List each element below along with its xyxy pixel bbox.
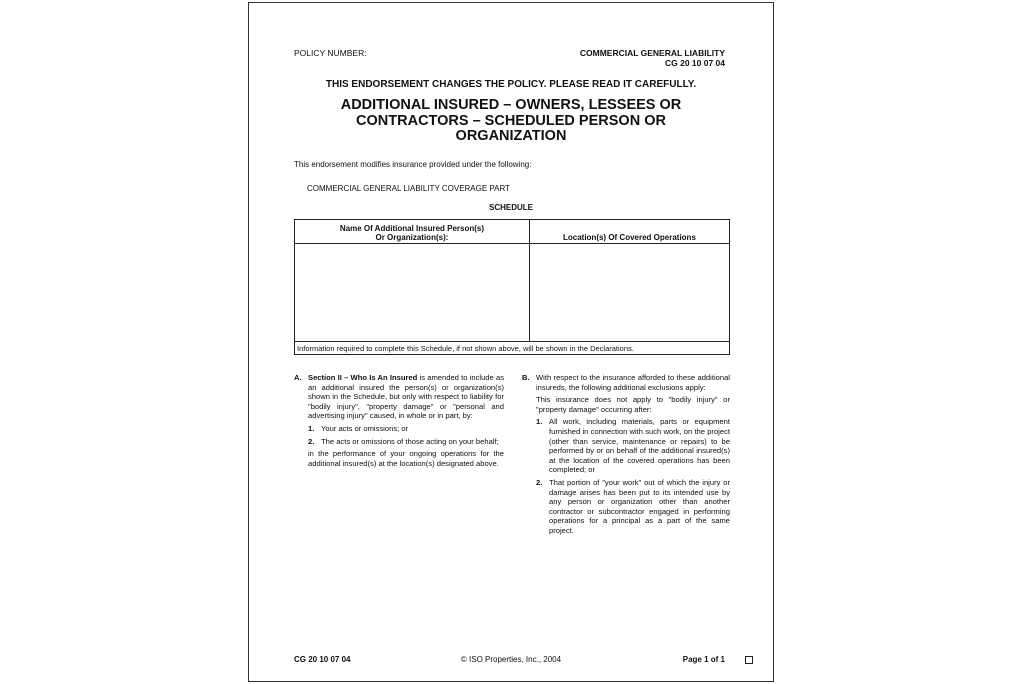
endorsement-notice: THIS ENDORSEMENT CHANGES THE POLICY. PLEASE READ IT CAREFULLY. bbox=[325, 79, 697, 90]
schedule-table bbox=[294, 219, 730, 355]
section-a-paragraph: A. Section II – Who Is An Insured is amended to include as an additional insured the person(s) or organization(s) shown in the Schedule, but only with respect to liability for "bodily injury", "property damage" or "personal and advertising injury" caused, in whole or in part, by: bbox=[294, 373, 505, 421]
footer-page-number: Page 1 of 1 bbox=[682, 655, 725, 664]
schedule-info: Information required to complete this Schedule, if not shown above, will be shown in the Declarations. bbox=[295, 342, 730, 355]
section-a-text: is amended to include as an additional insured the person(s) or organization(s) shown in the Schedule, but only with respect to liability for "bodily injury", "property damage" or "personal and advertising injury" caused, in whole or in part, by: bbox=[308, 373, 505, 421]
section-a-lead: Section II – Who Is An Insured bbox=[308, 373, 418, 382]
schedule-cell-name bbox=[295, 244, 530, 342]
form-code: CG 20 10 07 04 bbox=[664, 58, 725, 68]
section-b bbox=[522, 373, 730, 539]
endorsement-title bbox=[289, 98, 733, 145]
document-page bbox=[248, 2, 774, 682]
section-a-closing: in the performance of your ongoing operations for the additional insured(s) at the location(s) designated above. bbox=[308, 449, 504, 468]
section-b-item-1: 1. All work, including materials, parts or equipment furnished in connection with such work, on the project (other than service, maintenance or repairs) to be performed by or on behalf of the additional insured(s) at the location of the covered operations has been completed; or bbox=[536, 417, 730, 475]
schedule-cell-location bbox=[529, 244, 729, 342]
form-title: COMMERCIAL GENERAL LIABILITY bbox=[579, 48, 725, 58]
section-a-item-1: 1. Your acts or omissions; or bbox=[308, 423, 409, 433]
title-line: ORGANIZATION bbox=[455, 128, 567, 144]
schedule-column-name: Name Of Additional Insured Person(s) Or Organization(s): bbox=[295, 220, 530, 244]
modifies-text: This endorsement modifies insurance provided under the following: bbox=[294, 160, 532, 169]
policy-number-label: POLICY NUMBER: bbox=[294, 48, 367, 58]
title-line: CONTRACTORS – SCHEDULED PERSON OR bbox=[356, 112, 666, 129]
section-b-item-2: 2. That portion of "your work" out of which the injury or damage arises has been put to its intended use by any person or organization other than another contractor or subcontractor engaged in performing operations for a principal as a part of the same project. bbox=[536, 477, 730, 535]
title-line: ADDITIONAL INSURED – OWNERS, LESSEES OR bbox=[340, 97, 682, 113]
section-a bbox=[294, 373, 504, 471]
footer-form-code: CG 20 10 07 04 bbox=[294, 655, 351, 664]
section-b-intro: This insurance does not apply to "bodily injury" or "property damage" occurring after: bbox=[536, 395, 730, 414]
coverage-part: COMMERCIAL GENERAL LIABILITY COVERAGE PART bbox=[307, 184, 511, 193]
checkbox-square-icon bbox=[745, 656, 753, 664]
schedule-heading: SCHEDULE bbox=[488, 203, 533, 212]
section-b-paragraph: B. With respect to the insurance afforded to these additional insureds, the following additional exclusions apply: bbox=[522, 373, 730, 392]
schedule-column-location: Location(s) Of Covered Operations bbox=[529, 220, 729, 244]
form-header bbox=[580, 48, 725, 68]
footer-copyright: © ISO Properties, Inc., 2004 bbox=[460, 655, 562, 664]
section-a-item-2: 2. The acts or omissions of those acting on your behalf; bbox=[308, 436, 499, 446]
